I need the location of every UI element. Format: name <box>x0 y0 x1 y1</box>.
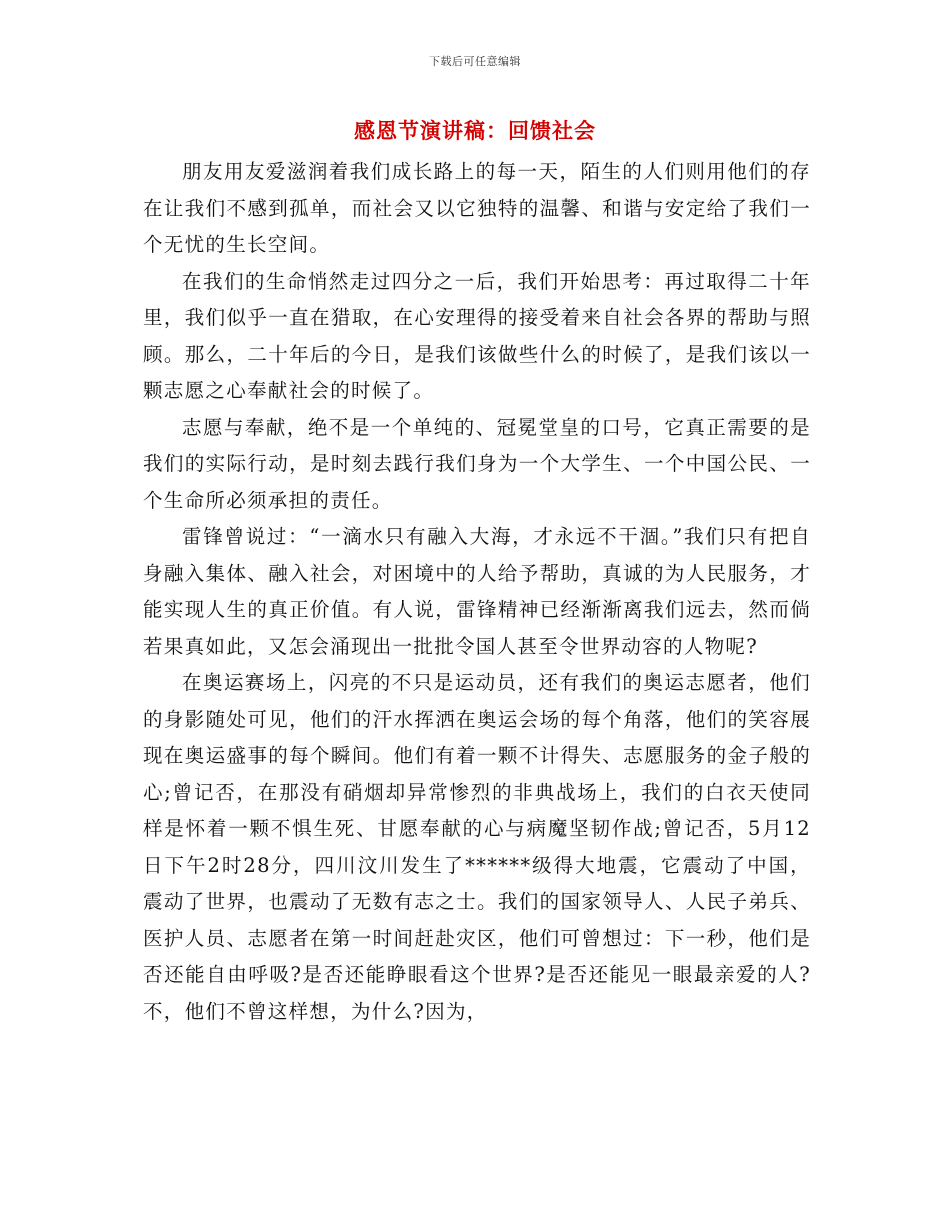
paragraph: 在奥运赛场上，闪亮的不只是运动员，还有我们的奥运志愿者，他们的身影随处可见，他们的汗水挥洒在奥运会场的每个角落，他们的笑容展现在奥运盛事的每个瞬间。他们有着一颗不计得失、志愿服务的金子般的心;曾记否，在那没有硝烟却异常惨烈的非典战场上，我们的白衣天使同样是怀着一颗不惧生死、甘愿奉献的心与病魔坚韧作战;曾记否，5月12日下午2时28分，四川汶川发生了******级得大地震，它震动了中国，震动了世界，也震动了无数有志之士。我们的国家领导人、人民子弟兵、医护人员、志愿者在第一时间赶赴灾区，他们可曾想过：下一秒，他们是否还能自由呼吸?是否还能睁眼看这个世界?是否还能见一眼最亲爱的人?不，他们不曾这样想，为什么?因为， <box>143 671 811 1023</box>
paragraph: 雷锋曾说过：“一滴水只有融入大海，才永远不干涸。”我们只有把自身融入集体、融入社会，对困境中的人给予帮助，真诚的为人民服务，才能实现人生的真正价值。有人说，雷锋精神已经渐渐离我们远去，然而倘若果真如此，又怎会涌现出一批批令国人甚至令世界动容的人物呢? <box>143 525 811 658</box>
document-title: 感恩节演讲稿：回馈社会 <box>354 118 596 143</box>
document-body <box>143 154 811 1030</box>
paragraph: 在我们的生命悄然走过四分之一后，我们开始思考：再过取得二十年里，我们似乎一直在猎取，在心安理得的接受着来自社会各界的帮助与照顾。那么，二十年后的今日，是我们该做些什么的时候了，是我们该以一颗志愿之心奉献社会的时候了。 <box>143 269 811 402</box>
header-note: 下载后可任意编辑 <box>429 55 521 68</box>
paragraph: 朋友用友爱滋润着我们成长路上的每一天，陌生的人们则用他们的存在让我们不感到孤单，而社会又以它独特的温馨、和谐与安定给了我们一个无忧的生长空间。 <box>143 160 811 256</box>
paragraph: 志愿与奉献，绝不是一个单纯的、冠冕堂皇的口号，它真正需要的是我们的实际行动，是时刻去践行我们身为一个大学生、一个中国公民、一个生命所必须承担的责任。 <box>143 415 811 512</box>
